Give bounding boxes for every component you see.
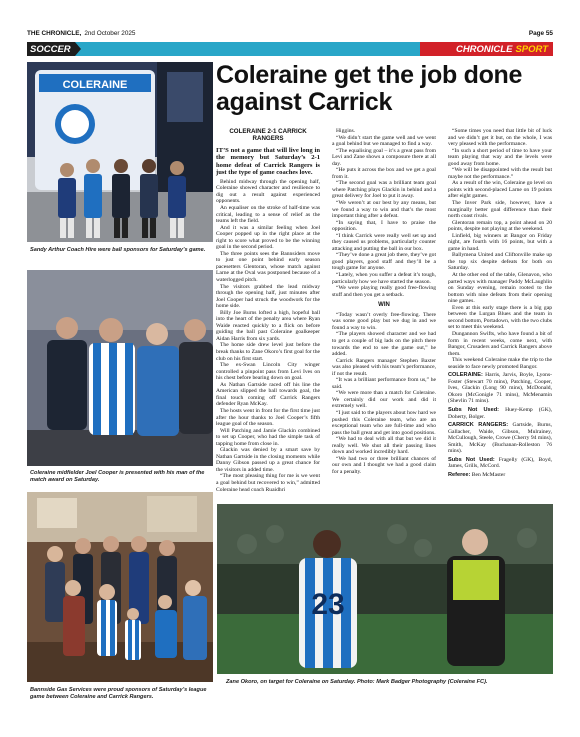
body-paragraph: Glentoran remain top, a point ahead on 20 points, despite not playing at the weekend. [448, 219, 552, 233]
body-paragraph: Linfield, big winners at Bangor on Friday night, are fourth with 16 points, but with a game in hand. [448, 232, 552, 252]
lineup-entry [448, 457, 552, 470]
body-paragraph: “We will be disappointed with the result but maybe not the performance.” [448, 167, 552, 180]
photo-man-of-match [27, 270, 213, 466]
lineup-team: Subs Not Used: [448, 456, 495, 463]
subhead-win: WIN [378, 302, 390, 309]
shirt-number: 23 [311, 588, 345, 621]
lineup-entry [448, 472, 552, 479]
bus-text: COLERAINE [62, 79, 128, 91]
section-band [27, 42, 553, 56]
body-paragraph: Behind midway through the opening half, Coleraine showed character and resilience to dig out a result against experienced opponents. [216, 178, 320, 205]
body-paragraph: The three points sees the Bannsiders move to just one point behind early season pacesetters Glentoran, whose match against Larne at the Oval was postponed because of a waterlogged pitch. [216, 250, 320, 284]
caption-man-of-match: Coleraine midfielder Joel Cooper is presented with his man of the match award on Saturday. [30, 470, 205, 483]
lead-paragraph: IT’S not a game that will live long in the memory but Saturday’s 2-1 home defeat of Carrick Rangers is just the type of game coaches love. [216, 146, 320, 177]
lineup-players: Harris, Jarvis, Boyle, Lyons-Foster (Stewart 70 mins), Patching, Cooper, Ives, Glackin (Long 90 mins), McDonald, Okoro (McGonigle 71 mins), McMenamin (Shevlin 71 mins). [448, 372, 552, 405]
okoro-action-image [217, 504, 553, 674]
body-paragraph: “We had to deal with all that but we did it really well. We shut all their passing lines down and worked incredibly hard. [332, 436, 436, 456]
body-paragraph: Billy Joe Burns lofted a high, hopeful ball into the heart of the penalty area where Ryan Waide reacted quickly to a flick on before guiding the ball past Coleraine goalkeeper Aidan Harris from six yards. [216, 309, 320, 342]
lineup-team: CARRICK RANGERS: [448, 422, 509, 429]
body-paragraph: “In such a short period of time to have your team playing that way and the levels were good away from home. [448, 147, 552, 167]
team-lineups [448, 372, 552, 478]
body-paragraph: Glackin was denied by a smart save by Nathan Gartside in the closing moments while Danny Gibson passed up a great chance for the visitors in added time. [216, 447, 320, 473]
man-of-match-image [27, 270, 213, 466]
body-paragraph: At the other end of the table, Glenavon, who parted ways with manager Paddy McLaughlin on Sunday evening, remain rooted to the bottom with nine defeats from their opening nine games. [448, 272, 552, 305]
body-paragraph: “Today wasn’t overly free-flowing. There was some good play but we dug in and we found a way to win. [332, 311, 436, 331]
body-paragraph: And it was a similar feeling when Joel Cooper popped up in the right place at the right to score what proved to be the winning goal in the second period. [216, 224, 320, 251]
lineup-team: Subs Not Used: [448, 406, 499, 413]
lineup-entry [448, 372, 552, 405]
article-column-2 [332, 128, 436, 475]
body-paragraph: “We were more than a match for Coleraine. We certainly did our work and did it extremely well. [332, 390, 436, 410]
body-paragraph: “It was a brilliant performance from us,” he said. [332, 377, 436, 390]
body-paragraph: “In saying that, I have to praise the opposition. [332, 219, 436, 233]
lineup-players: Fragelly (GK), Boyd, James, Grills, McCord. [448, 456, 552, 470]
column-1-body [216, 179, 320, 493]
body-paragraph: “We didn’t start the game well and we went a goal behind but we managed to find a way. [332, 134, 436, 148]
headline: Coleraine get the job done against Carrick [216, 61, 523, 116]
body-paragraph: The visitors grabbed the lead midway through the opening half, just minutes after Joel Cooper had struck the woodwork for the home side. [216, 283, 320, 310]
article-column-1 [216, 128, 320, 493]
lineup-team: Referee: [448, 471, 471, 478]
body-paragraph: “The most pleasing thing for me is we went a goal behind but recovered to win,” admitted Coleraine head coach Ruaidhri [216, 473, 320, 493]
body-paragraph: “The equalising goal – it’s a great pass from Levi and Zane shows a composure there at all day. [332, 147, 436, 167]
caption-coach-hire: Sandy Arthur Coach Hire were ball sponsors for Saturday’s game. [30, 247, 206, 253]
body-paragraph: Will Patching and Jamie Glackin combined to set up Cooper, who had the simple task of tapping home from close in. [216, 427, 320, 447]
body-paragraph: The Inver Park side, however, have a marginally better goal difference than their north coast rivals. [448, 200, 552, 220]
sport-label: SPORT [515, 43, 548, 55]
lineup-players: Huey-Kemp (GK), Doherty, Bolger. [448, 406, 552, 420]
body-paragraph: As a result of the win, Coleraine go level on points with second-placed Larne on 19 points after eight games. [448, 180, 552, 200]
paper-name: THE CHRONICLE, [27, 29, 82, 37]
chronicle-sport-band [420, 42, 553, 56]
body-paragraph: “I just said to the players about how hard we pushed this Coleraine team, who are an exceptional team who are full-time and who pass the ball great and get into good positions. [332, 409, 436, 436]
body-paragraph: “We had two or three brilliant chances of our own and I thought we had a good claim for a penalty. [332, 455, 436, 475]
bannside-gas-image [27, 492, 213, 682]
caption-zane-okoro: Zane Okoro, on target for Coleraine on Saturday. Photo: Mark Badger Photography (Coleraine FC). [226, 679, 488, 685]
soccer-label: SOCCER [27, 42, 75, 56]
column-2-body-bottom [332, 312, 436, 476]
column-3-body [448, 128, 552, 370]
body-paragraph: Carrick Rangers manager Stephen Baxter was also pleased with his team’s performance, if not the result. [332, 357, 436, 377]
chronicle-label: CHRONICLE [455, 43, 513, 55]
body-paragraph: Even at this early stage there is a big gap between the Lurgan Blues and the team in second bottom, Portadown, with the two clubs set to meet this weekend. [448, 304, 552, 331]
body-paragraph: “They’ve done a great job there, they’ve got good players, good staff and they’ll be a tough game for anyone. [332, 252, 436, 272]
body-paragraph: “Some times you need that little bit of luck and we didn’t get it but, on the whole, I was very pleased with the performance. [448, 128, 552, 148]
column-2-body-top [332, 128, 436, 298]
body-paragraph: “We weren’t at our best by any means, but we found a way to win and that’s the most important thing after a defeat. [332, 200, 436, 220]
chevron-right-icon [75, 42, 81, 56]
masthead [27, 30, 136, 37]
match-kicker: COLERAINE 2-1 CARRICK RANGERS [229, 128, 307, 143]
lineup-team: COLERAINE: [448, 372, 483, 379]
lineup-entry [448, 407, 552, 420]
page-header [27, 28, 553, 38]
lineup-entry [448, 422, 552, 455]
photo-bannside-gas [27, 492, 213, 682]
soccer-band [27, 42, 420, 56]
lineup-players: Gartside, Burns, Gallacher, Waide, Gibson, Mulrainey, McCullough, Steele, Crowe (Cherry 94 mins), Smith, McKay (Buchanan-Rolleston 76 mins). [448, 422, 552, 455]
body-paragraph: This weekend Coleraine make the trip to the seaside to face newly promoted Bangor. [448, 357, 552, 370]
body-paragraph: The ex-Swan Lincoln City winger controlled a pinpoint pass from Levi Ives on his chest before bearing down on goal. [216, 362, 320, 382]
body-paragraph: “The players showed character and we had to get a couple of big lads on the pitch there towards the end to see the game out,” he added. [332, 331, 436, 358]
article-column-3 [448, 128, 552, 478]
photo-zane-okoro [217, 504, 553, 674]
coach-hire-image [27, 62, 213, 242]
body-paragraph: “Lately, when you suffer a defeat it’s tough, particularly how we have started the season. [332, 272, 436, 285]
page-number: Page 55 [528, 29, 553, 37]
body-paragraph: The home side drew level just before the break thanks to Zane Okoro’s first goal for the club on his first start. [216, 342, 320, 362]
body-paragraph: An equaliser on the stroke of half-time was critical, leading to a sense of relief as the teams left the field. [216, 205, 320, 225]
body-paragraph: Ballymena United and Cliftonville make up the top six despite defeats for both on Saturday. [448, 252, 552, 272]
body-paragraph: Higgins. [336, 128, 356, 134]
issue-date: 2nd October 2025 [84, 29, 136, 37]
body-paragraph: “The second goal was a brilliant team goal where Patching plays Glackin in behind and a great delivery for Joel to put it away. [332, 180, 436, 200]
photo-coach-hire [27, 62, 213, 242]
body-paragraph: As Nathan Gartside raced off his line the American slipped the ball towards goal, the final touch coming off Carrick Rangers defender Ryan McKay. [216, 381, 320, 408]
caption-bannside-gas: Bannside Gas Services were proud sponsors of Saturday’s league game between Coleraine and Carrick Rangers. [30, 687, 207, 700]
body-paragraph: “I think Carrick were really well set up and they caused us problems, particularly counter attacking and putting the ball in our box. [332, 232, 436, 252]
lineup-players: Ben McMaster [470, 471, 506, 478]
body-paragraph: The hosts went in front for the first time just after the hour thanks to Joel Cooper’s fifth league goal of the season. [216, 407, 320, 428]
body-paragraph: Dungannon Swifts, who have found a bit of form in recent weeks, come next, with Bangor, Crusaders and Carrick Rangers above them. [448, 330, 552, 357]
body-paragraph: “We were playing really good free-flowing stuff and then you get a setback. [332, 285, 436, 298]
body-paragraph: “He puts it across the box and we get a goal from it. [332, 167, 436, 180]
